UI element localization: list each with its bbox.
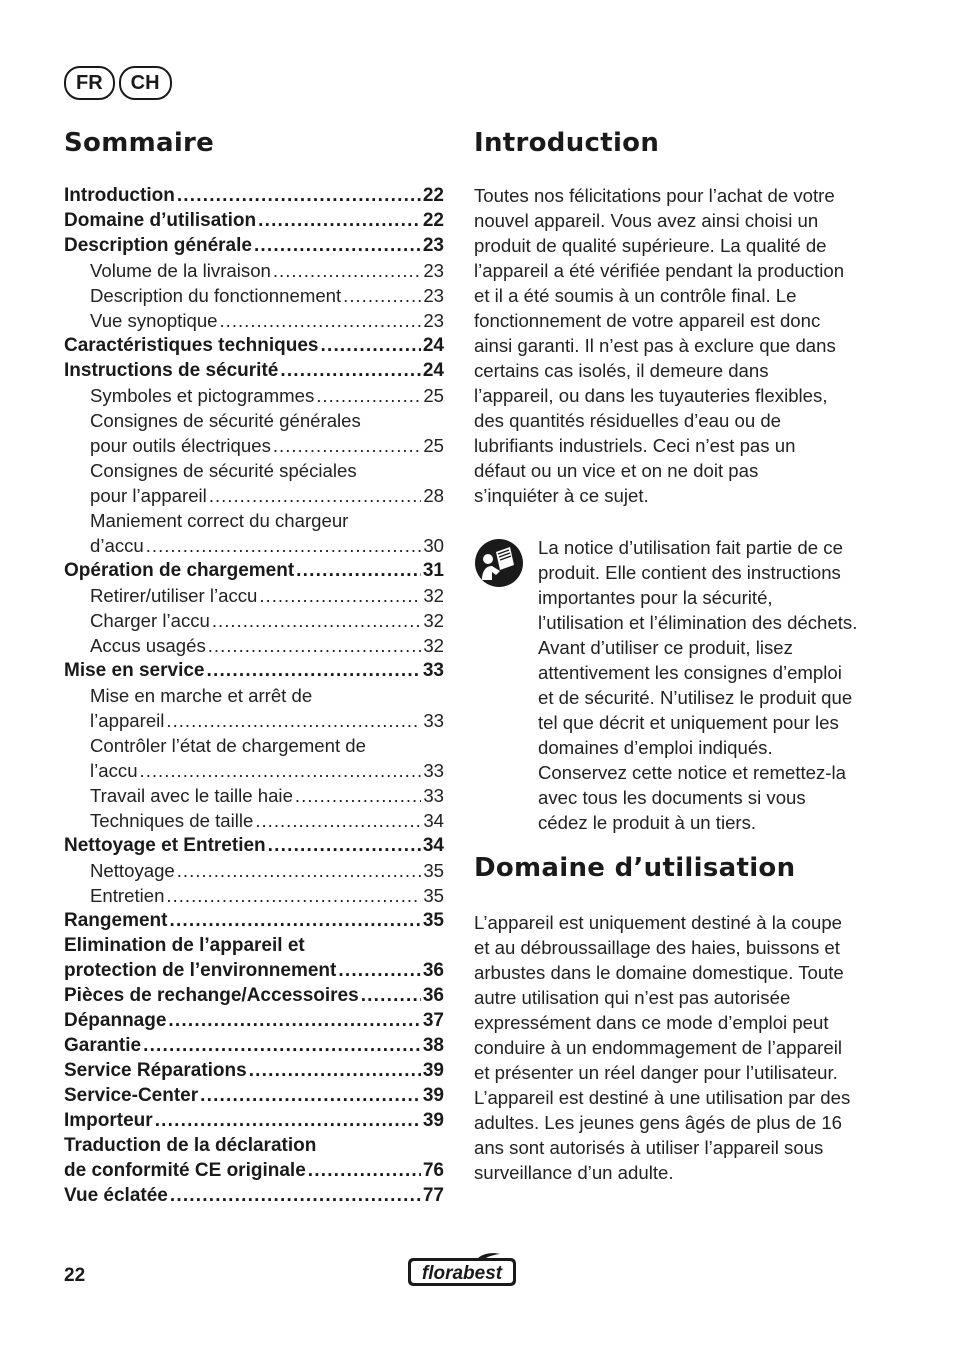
toc-leader-dots <box>338 958 420 983</box>
toc-entry-page: 36 <box>422 985 444 1006</box>
toc-entry <box>64 1058 444 1083</box>
toc-entry-label: Symboles et pictogrammes <box>90 385 315 406</box>
toc-entry-label: Caractéristiques techniques <box>64 335 319 356</box>
toc-leader-dots <box>177 183 421 208</box>
toc-entry-label: Techniques de taille <box>90 810 254 831</box>
toc-entry-page: 35 <box>423 885 444 906</box>
toc-entry-page: 24 <box>422 335 444 356</box>
toc-entry-page: 77 <box>422 1185 444 1206</box>
toc-entry-label: Accus usagés <box>90 635 206 656</box>
toc-leader-dots <box>169 908 420 933</box>
toc-entry-label: Elimination de l’appareil et <box>64 935 305 956</box>
florabest-logo <box>406 1252 518 1288</box>
toc-entry-label: Service-Center <box>64 1085 199 1106</box>
toc-entry <box>64 508 444 533</box>
toc-leader-dots <box>168 1008 420 1033</box>
toc-leader-dots <box>258 208 421 233</box>
toc-entry <box>64 358 444 383</box>
language-badges <box>64 66 172 100</box>
toc-entry <box>64 333 444 358</box>
toc-leader-dots <box>220 308 422 333</box>
toc-leader-dots <box>259 583 421 608</box>
toc-leader-dots <box>254 233 421 258</box>
toc-leader-dots <box>295 783 421 808</box>
toc-entry-page: 22 <box>422 185 444 206</box>
toc-entry-page: 25 <box>423 385 444 406</box>
toc-entry-label: Vue éclatée <box>64 1185 168 1206</box>
toc-entry <box>64 583 444 608</box>
toc-entry-page: 33 <box>423 785 444 806</box>
toc-entry <box>64 433 444 458</box>
toc-entry <box>64 708 444 733</box>
toc-entry-page: 35 <box>423 860 444 881</box>
toc-leader-dots <box>273 258 421 283</box>
toc-entry-label: Description du fonctionnement <box>90 285 342 306</box>
toc-entry-page: 28 <box>423 485 444 506</box>
toc-leader-dots <box>206 658 420 683</box>
toc-entry <box>64 1083 444 1108</box>
toc-entry-label: Description générale <box>64 235 252 256</box>
toc-entry-page: 38 <box>422 1035 444 1056</box>
introduction-text: Toutes nos félicitations pour l’achat de votre nouvel appareil. Vous avez ainsi choisi un produit de qualité supérieure. La qualité de l’appareil a été vérifiée pendant la production et il a été soumis à un contrôle final. Le fonctionnement de votre appareil est donc ainsi garanti. Il n’est pas à exclure que dans certains cas isolés, il demeure dans l’appareil, ou dans les tuyauteries flexibles, des quantités résiduelles d’eau ou de lubrifiants industriels. Ceci n’est pas un défaut ou un vice et on ne doit pas s’inquiéter à ce sujet. <box>474 185 845 506</box>
toc-entry <box>64 383 444 408</box>
toc-leader-dots <box>146 533 422 558</box>
toc-entry <box>64 908 444 933</box>
toc-entry-page: 32 <box>423 610 444 631</box>
toc-entry <box>64 933 444 958</box>
page-number: 22 <box>64 1265 86 1286</box>
language-badge-fr: FR <box>64 66 115 100</box>
toc-leader-dots <box>308 1158 421 1183</box>
toc-entry <box>64 558 444 583</box>
toc-entry-label: protection de l’environnement <box>64 960 337 981</box>
toc-entry-label: Nettoyage et Entretien <box>64 835 266 856</box>
toc-entry <box>64 258 444 283</box>
toc-entry-page: 39 <box>422 1060 444 1081</box>
read-manual-icon <box>474 538 524 588</box>
toc-entry-label: l’accu <box>90 760 138 781</box>
toc-leader-dots <box>170 1183 421 1208</box>
toc-entry-page: 24 <box>422 360 444 381</box>
toc-entry-label: Charger l’accu <box>90 610 210 631</box>
toc-entry <box>64 1158 444 1183</box>
toc-entry-label: Pièces de rechange/Accessoires <box>64 985 359 1006</box>
toc-entry <box>64 408 444 433</box>
toc-entry-label: Consignes de sécurité générales <box>90 410 361 431</box>
toc-leader-dots <box>249 1058 421 1083</box>
toc-entry <box>64 458 444 483</box>
toc-leader-dots <box>166 708 421 733</box>
toc-leader-dots <box>143 1033 421 1058</box>
toc-entry-page: 25 <box>423 435 444 456</box>
toc-entry <box>64 308 444 333</box>
toc-entry-label: Traduction de la déclaration <box>64 1135 317 1156</box>
toc-entry-label: Service Réparations <box>64 1060 247 1081</box>
toc-entry <box>64 658 444 683</box>
note-text: La notice d’utilisation fait partie de ce produit. Elle contient des instructions importantes pour la sécurité, l’utilisation et l’élimination des déchets. Avant d’utiliser ce produit, lisez attentivement les consignes d’emploi et de sécurité. N’utilisez le produit que tel que décrit et uniquement pour les domaines d’emploi indiqués. Conservez cette notice et remettez-la avec tous les documents si vous cédez le produit à un tiers. <box>538 537 858 833</box>
toc-entry-page: 23 <box>422 235 444 256</box>
toc-leader-dots <box>343 283 421 308</box>
svg-text:florabest: florabest <box>421 1263 503 1284</box>
toc-entry-label: de conformité CE originale <box>64 1160 306 1181</box>
toc-entry <box>64 483 444 508</box>
toc-entry <box>64 1133 444 1158</box>
toc-entry-label: Rangement <box>64 910 168 931</box>
toc-leader-dots <box>273 433 421 458</box>
toc-entry <box>64 608 444 633</box>
toc-entry-label: Maniement correct du chargeur <box>90 510 349 531</box>
toc-entry-page: 22 <box>422 210 444 231</box>
toc-entry-label: l’appareil <box>90 710 165 731</box>
toc-leader-dots <box>361 983 421 1008</box>
toc-entry-label: Consignes de sécurité spéciales <box>90 460 357 481</box>
toc-entry <box>64 983 444 1008</box>
toc-entry <box>64 808 444 833</box>
toc-entry-page: 39 <box>422 1085 444 1106</box>
toc-entry <box>64 533 444 558</box>
toc-entry-page: 35 <box>422 910 444 931</box>
usage-text: L’appareil est uniquement destiné à la coupe et au débroussaillage des haies, buissons et arbustes dans le domaine domestique. Toute autre utilisation qui n’est pas autorisée expressément dans ce mode d’emploi peut conduire à un endommagement de l’appareil et présenter un réel danger pour l’utilisateur. L’appareil est destiné à une utilisation par des adultes. Les jeunes gens âgés de plus de 16 ans sont autorisés à utiliser l’appareil sous surveillance d’un adulte. <box>474 912 851 1183</box>
toc-entry-label: Mise en service <box>64 660 205 681</box>
toc-entry <box>64 958 444 983</box>
toc-leader-dots <box>255 808 421 833</box>
toc-leader-dots <box>140 758 422 783</box>
introduction-title: Introduction <box>474 128 660 158</box>
toc-entry <box>64 233 444 258</box>
toc-entry-page: 37 <box>422 1010 444 1031</box>
toc-entry <box>64 1008 444 1033</box>
toc-entry <box>64 858 444 883</box>
toc-leader-dots <box>209 483 422 508</box>
toc-entry-page: 39 <box>422 1110 444 1131</box>
toc-entry-label: Nettoyage <box>90 860 175 881</box>
toc-entry-label: Introduction <box>64 185 175 206</box>
toc-entry-label: Vue synoptique <box>90 310 218 331</box>
toc-entry-label: Retirer/utiliser l’accu <box>90 585 258 606</box>
toc-entry-page: 31 <box>422 560 444 581</box>
toc-title: Sommaire <box>64 128 215 158</box>
toc-entry-label: Importeur <box>64 1110 153 1131</box>
toc-leader-dots <box>316 383 421 408</box>
toc-leader-dots <box>208 633 422 658</box>
toc-entry-page: 76 <box>422 1160 444 1181</box>
toc-entry-label: Opération de chargement <box>64 560 295 581</box>
toc-entry-label: d’accu <box>90 535 144 556</box>
toc-entry-page: 23 <box>423 260 444 281</box>
toc-entry <box>64 183 444 208</box>
toc-entry <box>64 1108 444 1133</box>
toc-entry-label: Garantie <box>64 1035 142 1056</box>
toc-entry-label: Contrôler l’état de chargement de <box>90 735 366 756</box>
toc-entry-page: 34 <box>423 810 444 831</box>
toc-entry-page: 34 <box>422 835 444 856</box>
toc-entry-label: pour l’appareil <box>90 485 207 506</box>
toc-entry <box>64 1183 444 1208</box>
toc-entry-label: pour outils électriques <box>90 435 271 456</box>
toc-leader-dots <box>212 608 421 633</box>
toc-entry-page: 32 <box>423 585 444 606</box>
language-badge-ch: CH <box>119 66 172 100</box>
toc-entry <box>64 283 444 308</box>
toc-entry-page: 23 <box>423 310 444 331</box>
toc-leader-dots <box>200 1083 421 1108</box>
toc-entry-label: Dépannage <box>64 1010 167 1031</box>
toc-leader-dots <box>280 358 421 383</box>
toc-leader-dots <box>155 1108 421 1133</box>
toc-entry-label: Volume de la livraison <box>90 260 271 281</box>
toc-entry <box>64 758 444 783</box>
toc-entry <box>64 683 444 708</box>
toc-entry-label: Mise en marche et arrêt de <box>90 685 313 706</box>
toc-entry <box>64 833 444 858</box>
toc-entry-page: 36 <box>422 960 444 981</box>
toc-entry-page: 33 <box>423 760 444 781</box>
toc-entry <box>64 783 444 808</box>
toc-entry-page: 30 <box>423 535 444 556</box>
toc-leader-dots <box>166 883 421 908</box>
toc-entry <box>64 208 444 233</box>
toc-entry <box>64 733 444 758</box>
toc-entry-label: Domaine d’utilisation <box>64 210 257 231</box>
toc-leader-dots <box>320 333 420 358</box>
toc-entry-label: Entretien <box>90 885 165 906</box>
toc-entry-page: 33 <box>422 660 444 681</box>
toc-entry-label: Travail avec le taille haie <box>90 785 293 806</box>
usage-title: Domaine d’utilisation <box>474 853 796 883</box>
toc-entry <box>64 883 444 908</box>
toc-leader-dots <box>177 858 422 883</box>
toc-entry-label: Instructions de sécurité <box>64 360 279 381</box>
toc-entry-page: 23 <box>423 285 444 306</box>
toc-leader-dots <box>296 558 421 583</box>
toc-entry-page: 32 <box>423 635 444 656</box>
toc-entry-page: 33 <box>423 710 444 731</box>
table-of-contents <box>64 183 444 1208</box>
toc-entry <box>64 1033 444 1058</box>
toc-entry <box>64 633 444 658</box>
toc-leader-dots <box>268 833 421 858</box>
